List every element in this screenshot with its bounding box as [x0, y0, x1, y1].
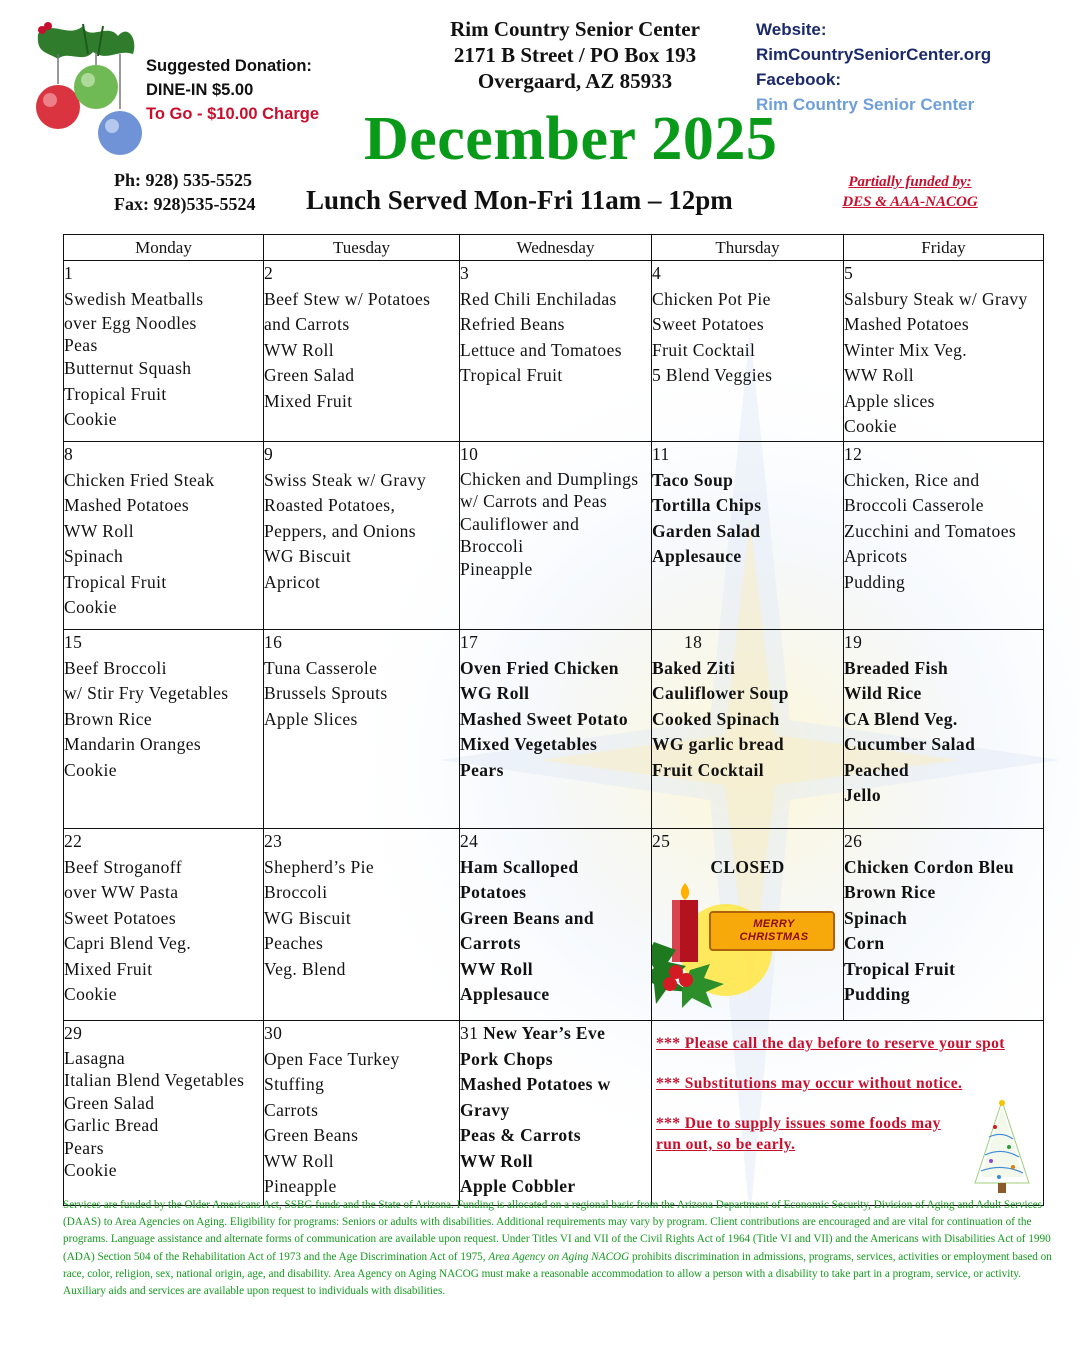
center-address	[420, 16, 730, 94]
menu-item: Carrots	[460, 933, 521, 953]
menu-item: Apricot	[264, 571, 321, 592]
menu-item: Pineapple	[264, 1176, 337, 1196]
facebook-label: Facebook:	[756, 70, 842, 89]
facebook-link[interactable]: Rim Country Senior Center	[756, 95, 975, 114]
menu-item: Cauliflower Soup	[652, 683, 789, 703]
day-number: 19	[844, 632, 863, 652]
fax: Fax: 928)535-5524	[114, 194, 256, 214]
menu-item: Beef Stew w/ Potatoes	[264, 288, 431, 309]
menu-item: Cookie	[844, 416, 897, 436]
day-number: 1	[64, 263, 74, 283]
day-number: 29	[64, 1023, 83, 1043]
day-number: 22	[64, 831, 83, 851]
weekday-header: Wednesday	[460, 235, 652, 261]
menu-item: Sweet Potatoes	[64, 907, 177, 928]
menu-item: WW Roll	[460, 958, 533, 979]
menu-item: Carrots	[264, 1099, 319, 1120]
menu-item: over Egg Noodles	[64, 313, 197, 333]
menu-item: WW Roll	[844, 365, 915, 385]
menu-item: Brown Rice	[844, 882, 936, 902]
contact-links	[756, 17, 991, 117]
menu-item: Garlic Bread	[64, 1115, 159, 1135]
menu-item: Chicken, Rice and	[844, 469, 980, 490]
menu-item: Breaded Fish	[844, 657, 949, 678]
menu-item: Tuna Casserole	[264, 657, 378, 678]
menu-item: Chicken Fried Steak	[64, 469, 215, 490]
menu-item: WW Roll	[264, 339, 335, 360]
day-number: 25	[652, 831, 671, 851]
day-number: 4	[652, 263, 662, 283]
menu-item: Spinach	[844, 907, 908, 928]
menu-item: Cooked Spinach	[652, 708, 780, 729]
menu-item: Broccoli	[460, 536, 524, 556]
menu-item: Ham Scalloped	[460, 856, 579, 877]
day-cell	[652, 442, 844, 630]
menu-item: Spinach	[64, 546, 124, 566]
menu-item: Tropical Fruit	[64, 571, 167, 592]
menu-item: Tropical Fruit	[460, 365, 563, 385]
day-number: 9	[264, 444, 274, 464]
menu-item: over WW Pasta	[64, 882, 179, 902]
menu-item: WW Roll	[264, 1150, 335, 1171]
menu-item: Shepherd’s Pie	[264, 856, 375, 877]
day-cell	[264, 630, 460, 829]
calendar-week	[64, 630, 1044, 829]
menu-item: Italian Blend Vegetables	[64, 1070, 245, 1090]
menu-item: WG garlic bread	[652, 734, 785, 754]
day-cell	[460, 442, 652, 630]
menu-item: Potatoes	[460, 882, 527, 902]
calendar-week	[64, 442, 1044, 630]
phone: Ph: 928) 535-5525	[114, 170, 252, 190]
menu-item: Chicken and Dumplings	[460, 468, 639, 489]
menu-item: Apple slices	[844, 390, 935, 411]
day-number: 23	[264, 831, 283, 851]
day-cell	[264, 261, 460, 442]
menu-item: Open Face Turkey	[264, 1048, 400, 1069]
menu-item: Pineapple	[460, 558, 533, 579]
day-cell	[64, 261, 264, 442]
funded-line-1: Partially funded by:	[848, 174, 972, 190]
day-number: 12	[844, 444, 863, 464]
menu-item: Brown Rice	[64, 708, 153, 729]
funding-disclaimer	[63, 1197, 1053, 1300]
menu-item: Mandarin Oranges	[64, 734, 202, 754]
merry-christmas-banner	[714, 918, 834, 944]
day-cell	[64, 829, 264, 1021]
calendar-week	[64, 261, 1044, 442]
menu-item: WG Biscuit	[264, 546, 352, 566]
christmas-ornaments-icon	[28, 14, 148, 164]
phone-numbers	[114, 168, 255, 216]
menu-item: Wild Rice	[844, 683, 922, 703]
day-cell	[652, 829, 844, 1021]
day-cell	[460, 829, 652, 1021]
menu-item: Mashed Potatoes	[64, 495, 190, 515]
day-cell	[264, 442, 460, 630]
website-label: Website:	[756, 20, 827, 39]
menu-item: Mixed Vegetables	[460, 734, 598, 754]
day-cell	[460, 630, 652, 829]
menu-item: Peas & Carrots	[460, 1125, 581, 1145]
christmas-candle-icon	[652, 880, 837, 1015]
day-cell	[264, 829, 460, 1021]
menu-item: Broccoli Casserole	[844, 495, 984, 515]
day-number: 24	[460, 831, 479, 851]
menu-item: Gravy	[460, 1099, 510, 1120]
menu-item: CA Blend Veg.	[844, 708, 958, 729]
menu-item: Sweet Potatoes	[652, 314, 765, 334]
menu-item: w/ Stir Fry Vegetables	[64, 683, 229, 703]
menu-item: Green Salad	[264, 365, 355, 385]
menu-item: Cauliflower and	[460, 513, 580, 534]
menu-item: Pudding	[844, 571, 906, 592]
day-heading	[460, 1021, 651, 1047]
day-cell	[844, 261, 1044, 442]
menu-item: Tortilla Chips	[652, 495, 762, 515]
menu-item: Swedish Meatballs	[64, 288, 204, 309]
menu-item: Broccoli	[264, 882, 328, 902]
menu-item: Chicken Pot Pie	[652, 288, 771, 309]
menu-item: Mashed Sweet Potato	[460, 708, 628, 729]
funding-note	[822, 172, 998, 212]
banner-line-1: MERRY	[753, 918, 795, 930]
menu-item: Pears	[64, 1137, 104, 1158]
menu-item: Lettuce and Tomatoes	[460, 339, 622, 360]
menu-item: Beef Broccoli	[64, 657, 167, 678]
menu-item: Stuffing	[264, 1074, 325, 1094]
menu-item: Applesauce	[460, 984, 550, 1004]
day-number: 8	[64, 444, 74, 464]
day-cell	[64, 1021, 264, 1206]
menu-item: Applesauce	[652, 546, 742, 566]
menu-item: Peaches	[264, 933, 324, 953]
disclaimer-text-a: Services are funded by the Older Americans Act, SSBG funds and the State of Arizona. Funding is allocated on a regional basis from the Arizona Department of Economic Security, Division of Aging and Adult Services (DAAS) to Area Agencies on Aging. Eligibility for programs: Seniors or adults with disabilities. Additional requirements may vary by program. Client contributions are encouraged and are vital for continuation of the programs. Language assistance and alternate forms of communication are available upon request. Under Titles VI and VII of the Civil Rights Act of 1964 (Title VI and VII) and the Americans with Disabilities Act of 1990 (ADA) Section 504 of the Rehabilitation Act of 1973 and the Age Discrimination Act of 1975,	[63, 1199, 1051, 1263]
menu-item: Peppers, and Onions	[264, 520, 416, 541]
menu-item: Cookie	[64, 597, 117, 617]
christmas-graphic	[652, 880, 843, 1020]
day-cell	[652, 630, 844, 829]
menu-item: Zucchini and Tomatoes	[844, 520, 1017, 541]
menu-item: WW Roll	[460, 1150, 533, 1171]
menu-item: Butternut Squash	[64, 358, 192, 378]
menu-item: Beef Stroganoff	[64, 856, 182, 877]
menu-item: Pears	[460, 759, 504, 780]
to-go-price: To Go - $10.00 Charge	[146, 105, 319, 123]
weekday-header: Tuesday	[264, 235, 460, 261]
lunch-hours: Lunch Served Mon-Fri 11am – 12pm	[306, 185, 733, 215]
menu-item: Cookie	[64, 1160, 117, 1180]
menu-item: Cookie	[64, 984, 117, 1004]
menu-item: Capri Blend Veg.	[64, 933, 192, 953]
menu-item: WG Biscuit	[264, 907, 352, 928]
christmas-tree-icon	[967, 1097, 1037, 1197]
day-cell	[64, 442, 264, 630]
weekday-header-row	[64, 235, 1044, 261]
menu-calendar	[63, 234, 1044, 1206]
menu-item: Jello	[844, 785, 881, 805]
day-cell	[844, 630, 1044, 829]
menu-item: Mashed Potatoes w	[460, 1074, 611, 1094]
menu-item: Fruit Cocktail	[652, 759, 765, 780]
notes-cell	[652, 1021, 1044, 1206]
day-cell	[460, 261, 652, 442]
org-name: Rim Country Senior Center	[450, 17, 700, 41]
day-cell	[844, 829, 1044, 1021]
weekday-header: Monday	[64, 235, 264, 261]
holiday-title: New Year’s Eve	[483, 1023, 606, 1043]
agency-name: Area Agency on Aging NACOG	[488, 1250, 630, 1263]
menu-item: Baked Ziti	[652, 657, 736, 678]
menu-item: Winter Mix Veg.	[844, 339, 968, 360]
menu-item: Swiss Steak w/ Gravy	[264, 469, 427, 490]
menu-item: WG Roll	[460, 683, 530, 703]
menu-item: Corn	[844, 933, 885, 953]
funded-line-2: DES & AAA-NACOG	[842, 194, 978, 210]
menu-item: Apple Cobbler	[460, 1176, 576, 1196]
menu-item: Salsbury Steak w/ Gravy	[844, 288, 1028, 309]
menu-item: Mashed Potatoes	[844, 314, 970, 334]
day-cell	[460, 1021, 652, 1206]
menu-item: Tropical Fruit	[844, 958, 956, 979]
menu-item: Fruit Cocktail	[652, 339, 756, 360]
menu-item: Apricots	[844, 546, 908, 566]
closed-label: CLOSED	[710, 856, 785, 877]
menu-item: Cookie	[64, 759, 117, 780]
menu-item: Peached	[844, 759, 910, 780]
donation-title: Suggested Donation:	[146, 57, 312, 75]
day-number: 10	[460, 444, 479, 464]
menu-item: Cucumber Salad	[844, 734, 976, 754]
menu-item: Peas	[64, 335, 98, 355]
day-number: 17	[460, 632, 479, 652]
menu-item: Refried Beans	[460, 314, 565, 334]
menu-item: Mixed Fruit	[64, 958, 153, 979]
day-cell	[652, 261, 844, 442]
menu-item: Apple Slices	[264, 708, 358, 729]
day-number: 11	[652, 444, 670, 464]
address-line-1: 2171 B Street / PO Box 193	[453, 43, 697, 67]
menu-item: Taco Soup	[652, 469, 734, 490]
month-title: December 2025	[364, 105, 778, 173]
menu-item: Lasagna	[64, 1047, 126, 1068]
day-number: 18	[684, 632, 703, 652]
menu-item: Roasted Potatoes,	[264, 495, 396, 515]
menu-item: Mixed Fruit	[264, 390, 353, 411]
dine-in-price: DINE-IN $5.00	[146, 81, 254, 99]
menu-item: Chicken Cordon Bleu	[844, 856, 1014, 877]
menu-item: Green Beans and	[460, 907, 595, 928]
menu-item: Garden Salad	[652, 520, 761, 541]
day-number: 31	[460, 1023, 479, 1043]
address-line-2: Overgaard, AZ 85933	[477, 69, 673, 93]
menu-item: Cookie	[64, 409, 117, 429]
calendar-week	[64, 1021, 1044, 1206]
menu-item: Brussels Sprouts	[264, 683, 388, 703]
day-number: 16	[264, 632, 283, 652]
menu-item: Veg. Blend	[264, 958, 346, 979]
day-cell	[264, 1021, 460, 1206]
note-supply: *** Due to supply issues some foods may run out, so be early.	[656, 1115, 941, 1153]
weekday-header: Thursday	[652, 235, 844, 261]
weekday-header: Friday	[844, 235, 1044, 261]
calendar-week	[64, 829, 1044, 1021]
day-number: 26	[844, 831, 863, 851]
menu-item: Pork Chops	[460, 1048, 553, 1069]
menu-item: Red Chili Enchiladas	[460, 288, 617, 309]
banner-line-2: CHRISTMAS	[739, 931, 809, 943]
note-reserve: *** Please call the day before to reserve your spot	[656, 1035, 1005, 1052]
donation-info	[146, 54, 319, 126]
day-cell	[844, 442, 1044, 630]
menu-item: Green Salad	[64, 1092, 155, 1113]
day-cell	[64, 630, 264, 829]
menu-item: Oven Fried Chicken	[460, 657, 619, 678]
note-substitutions: *** Substitutions may occur without notice.	[656, 1075, 963, 1092]
day-number: 30	[264, 1023, 283, 1043]
day-number: 5	[844, 263, 854, 283]
day-number: 2	[264, 263, 274, 283]
day-number: 15	[64, 632, 83, 652]
menu-item: 5 Blend Veggies	[652, 365, 773, 385]
menu-item: Tropical Fruit	[64, 383, 167, 404]
menu-item: WW Roll	[64, 520, 135, 541]
day-number: 3	[460, 263, 470, 283]
disclaimer-text-b: prohibits discrimination in admissions, programs, services, activities or employment based on race, color, religion, sex, national origin, age, and disability. Area Agency on Aging NACOG must make a reasonable accommodation to allow a person with a disability to take part in a program, service, or activity. Auxiliary aids and services are available upon request to individuals with disabilities.	[63, 1250, 1052, 1298]
website-link[interactable]: RimCountrySeniorCenter.org	[756, 45, 992, 64]
menu-item: Pudding	[844, 984, 911, 1004]
menu-item: Green Beans	[264, 1125, 359, 1145]
menu-item: and Carrots	[264, 314, 350, 334]
menu-item: w/ Carrots and Peas	[460, 491, 608, 511]
